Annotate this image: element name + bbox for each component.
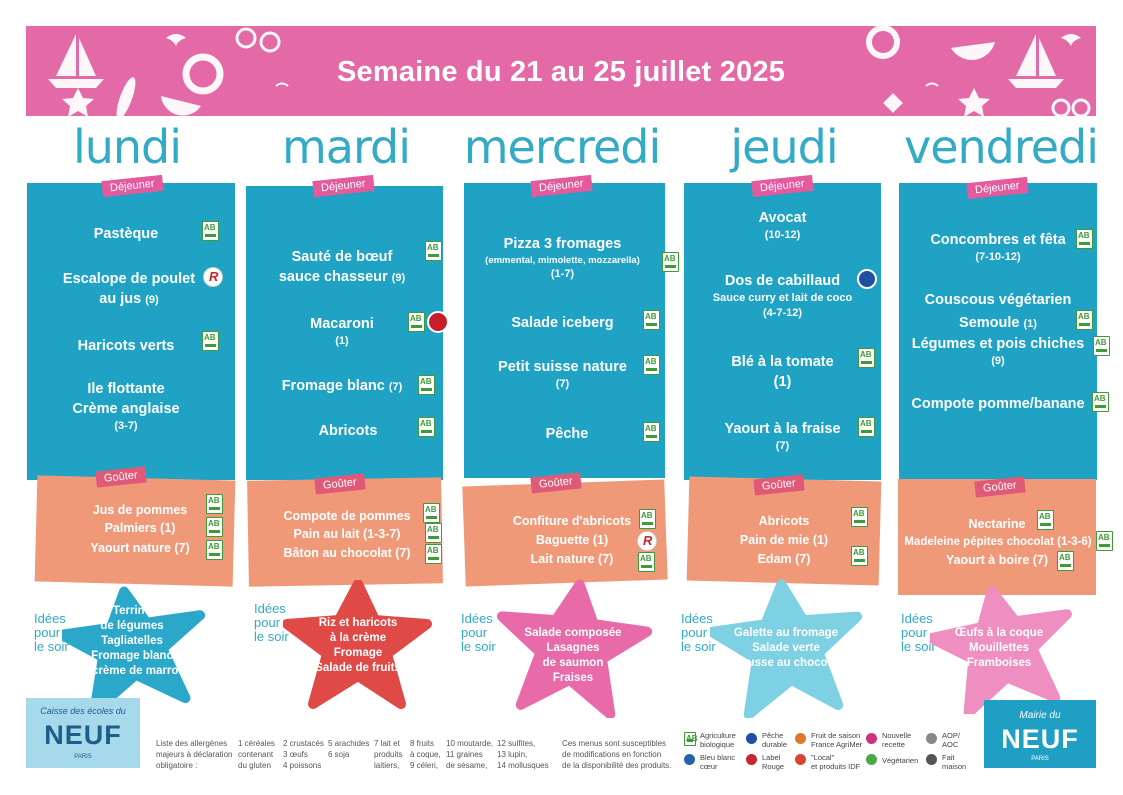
legend-fruit: Fruit de saison France AgriMer bbox=[811, 731, 863, 749]
label-rouge-icon bbox=[637, 531, 657, 551]
legend-nouvelle: Nouvelle recette bbox=[882, 731, 912, 749]
bio-icon bbox=[1076, 229, 1093, 249]
mairie-du-neuf-logo: Mairie du NEUF PARIS bbox=[984, 700, 1096, 768]
lunch-tag: Déjeuner bbox=[966, 177, 1028, 199]
legend-aop: AOP/ AOC bbox=[942, 731, 960, 749]
dish: Compote pomme/banane bbox=[911, 396, 1085, 412]
dish: Fromage blanc (7) bbox=[281, 378, 403, 394]
legend-local: "Local" et produits IDF bbox=[811, 753, 861, 771]
evening-label: Idées pour le soir bbox=[34, 611, 69, 654]
allergen-col: 1 céréales contenant du gluten bbox=[238, 739, 275, 770]
dish: Escalope de poulet au jus (9) bbox=[62, 271, 196, 307]
bio-icon bbox=[643, 310, 660, 330]
fruit-saison-icon bbox=[795, 733, 806, 744]
dish: Avocat (10-12) bbox=[758, 210, 807, 241]
snack-item: Baguette (1) bbox=[535, 533, 609, 547]
evening-menu: Salade composée Lasagnes de saumon Fraises bbox=[524, 627, 622, 684]
bio-icon bbox=[1057, 551, 1074, 571]
lunch-tag: Déjeuner bbox=[751, 175, 813, 197]
dish: Salade iceberg bbox=[511, 315, 614, 331]
evening-label: Idées pour le soir bbox=[681, 611, 716, 654]
snack-item: Pain de mie (1) bbox=[739, 533, 829, 547]
evening-menu: Galette au fromage Salade verte Mousse au chocolat bbox=[731, 627, 841, 669]
bio-icon bbox=[1096, 531, 1113, 551]
snack-item: Jus de pommes bbox=[92, 503, 188, 517]
snack-tag: Goûter bbox=[314, 473, 365, 494]
bio-icon bbox=[662, 252, 679, 272]
snack-item: Bâton au chocolat (7) bbox=[283, 546, 411, 560]
allergen-col: 10 moutarde, 11 graines de sésame, bbox=[446, 739, 494, 770]
bio-icon bbox=[1076, 310, 1093, 330]
snack-panel-jeudi bbox=[687, 477, 882, 586]
snack-item: Nectarine bbox=[968, 517, 1026, 531]
snack-tag: Goûter bbox=[753, 474, 804, 495]
nouvelle-recette-icon bbox=[866, 733, 877, 744]
dish: Pêche bbox=[545, 426, 589, 442]
dish: Yaourt à la fraise (7) bbox=[724, 421, 841, 452]
legend-bbc: Bleu blanc cœur bbox=[700, 753, 736, 771]
allergen-col: 7 lait et produits laitiers, bbox=[374, 739, 403, 770]
dish: Petit suisse nature (7) bbox=[498, 359, 627, 390]
lunch-tag: Déjeuner bbox=[101, 175, 163, 197]
dish: Légumes et pois chiches (9) bbox=[911, 336, 1085, 367]
bio-icon bbox=[202, 331, 219, 351]
snack-item: Yaourt nature (7) bbox=[90, 541, 190, 555]
dish: Semoule (1) bbox=[959, 315, 1037, 331]
dish: Blé à la tomate (1) bbox=[731, 354, 834, 390]
bio-icon bbox=[643, 422, 660, 442]
fait-maison-icon bbox=[427, 311, 449, 333]
snack-tag: Goûter bbox=[95, 466, 146, 487]
evening-menu: Riz et haricots à la crème Fromage Salade de fruits bbox=[315, 617, 401, 674]
aop-icon bbox=[926, 733, 937, 744]
page-title: Semaine du 21 au 25 juillet 2025 bbox=[336, 56, 786, 88]
evening-label: Idées pour le soir bbox=[254, 601, 289, 644]
snack-item: Confiture d'abricots bbox=[512, 514, 632, 528]
dish: Ile flottante Crème anglaise (3-7) bbox=[72, 381, 180, 432]
peche-durable-icon bbox=[857, 269, 877, 289]
legend-bio: Agriculture biologique bbox=[700, 731, 736, 749]
snack-tag: Goûter bbox=[974, 476, 1025, 497]
dish: Couscous végétarien bbox=[924, 292, 1072, 308]
bio-icon bbox=[639, 509, 656, 529]
bio-icon bbox=[408, 312, 425, 332]
bio-icon bbox=[418, 375, 435, 395]
legend-vegetarien: Végétarien bbox=[882, 756, 919, 765]
bio-icon bbox=[1037, 510, 1054, 530]
allergen-col: 12 sulfites, 13 lupin, 14 mollusques bbox=[497, 739, 549, 770]
evening-label: Idées pour le soir bbox=[901, 611, 936, 654]
snack-item: Madeleine pépites chocolat (1-3-6) bbox=[904, 536, 1092, 548]
day-name-vendredi: vendredi bbox=[903, 120, 1099, 174]
local-icon bbox=[795, 754, 806, 765]
bio-icon bbox=[418, 417, 435, 437]
dish: Macaroni (1) bbox=[310, 316, 374, 347]
snack-item: Yaourt à boire (7) bbox=[945, 553, 1049, 567]
snack-item: Pain au lait (1-3-7) bbox=[293, 527, 401, 541]
legend-label-rouge: Label Rouge bbox=[762, 753, 785, 771]
allergen-col: 8 fruits à coque, 9 céleri, bbox=[410, 739, 441, 770]
bio-icon bbox=[206, 540, 223, 560]
dish: Dos de cabillaud Sauce curry et lait de coco (4-7-12) bbox=[712, 273, 853, 319]
bio-icon bbox=[851, 507, 868, 527]
snack-item: Edam (7) bbox=[757, 552, 811, 566]
dish: Pastèque bbox=[93, 226, 159, 242]
evening-menu: Terrine de légumes Tagliatelles Fromage blanc et crème de marron bbox=[78, 605, 186, 677]
dish: Haricots verts bbox=[77, 338, 175, 354]
caisse-des-ecoles-logo: Caisse des écoles du NEUF PARIS bbox=[26, 698, 140, 768]
snack-item: Lait nature (7) bbox=[530, 552, 614, 566]
lunch-tag: Déjeuner bbox=[312, 175, 374, 197]
lunch-tag: Déjeuner bbox=[530, 175, 592, 197]
bio-icon bbox=[1093, 336, 1110, 356]
allergen-col: 2 crustacés 3 œufs 4 poissons bbox=[283, 739, 324, 770]
bio-icon bbox=[425, 544, 442, 564]
fait-maison-icon bbox=[926, 754, 937, 765]
dish: Concombres et fêta (7-10-12) bbox=[930, 232, 1066, 263]
dish: Abricots bbox=[318, 423, 378, 439]
bio-icon bbox=[423, 503, 440, 523]
allergens-intro: Liste des allergènes majeurs à déclaration obligatoire : bbox=[156, 739, 233, 770]
bio-icon bbox=[858, 348, 875, 368]
snack-item: Compote de pommes bbox=[283, 509, 411, 523]
bio-icon bbox=[202, 221, 219, 241]
snack-item: Palmiers (1) bbox=[104, 521, 176, 535]
day-name-lundi: lundi bbox=[72, 120, 182, 174]
evening-menu: Œufs à la coque Mouillettes Framboises bbox=[954, 627, 1044, 669]
day-name-jeudi: jeudi bbox=[730, 120, 838, 174]
peche-durable-icon bbox=[746, 733, 757, 744]
bio-icon bbox=[206, 494, 223, 514]
allergen-col: 5 arachides 6 soja bbox=[328, 739, 370, 759]
label-rouge-icon bbox=[203, 267, 223, 287]
bio-icon bbox=[638, 552, 655, 572]
bio-icon bbox=[858, 417, 875, 437]
bio-icon bbox=[643, 355, 660, 375]
dish: Sauté de bœuf sauce chasseur (9) bbox=[278, 249, 406, 285]
day-name-mercredi: mercredi bbox=[463, 120, 661, 174]
snack-item: Abricots bbox=[758, 514, 810, 528]
bio-icon bbox=[851, 546, 868, 566]
day-name-mardi: mardi bbox=[281, 120, 411, 174]
header-banner bbox=[26, 26, 1096, 116]
label-rouge-icon bbox=[746, 754, 757, 765]
bio-icon bbox=[425, 241, 442, 261]
bio-icon bbox=[1092, 392, 1109, 412]
bleu-blanc-coeur-icon bbox=[684, 754, 695, 765]
snack-tag: Goûter bbox=[530, 472, 581, 493]
evening-label: Idées pour le soir bbox=[461, 611, 496, 654]
vegetarien-icon bbox=[866, 754, 877, 765]
bio-icon bbox=[206, 517, 223, 537]
legend-peche: Pêche durable bbox=[762, 731, 788, 749]
bio-icon bbox=[684, 732, 696, 746]
bio-icon bbox=[425, 523, 442, 543]
dish: Pizza 3 fromages (emmental, mimolette, mozzarella) (1-7) bbox=[485, 236, 640, 280]
legend-fait-maison: Fait maison bbox=[942, 753, 967, 771]
disclaimer: Ces menus sont susceptibles de modifications en fonction de la disponibilité des produits. bbox=[562, 739, 672, 770]
